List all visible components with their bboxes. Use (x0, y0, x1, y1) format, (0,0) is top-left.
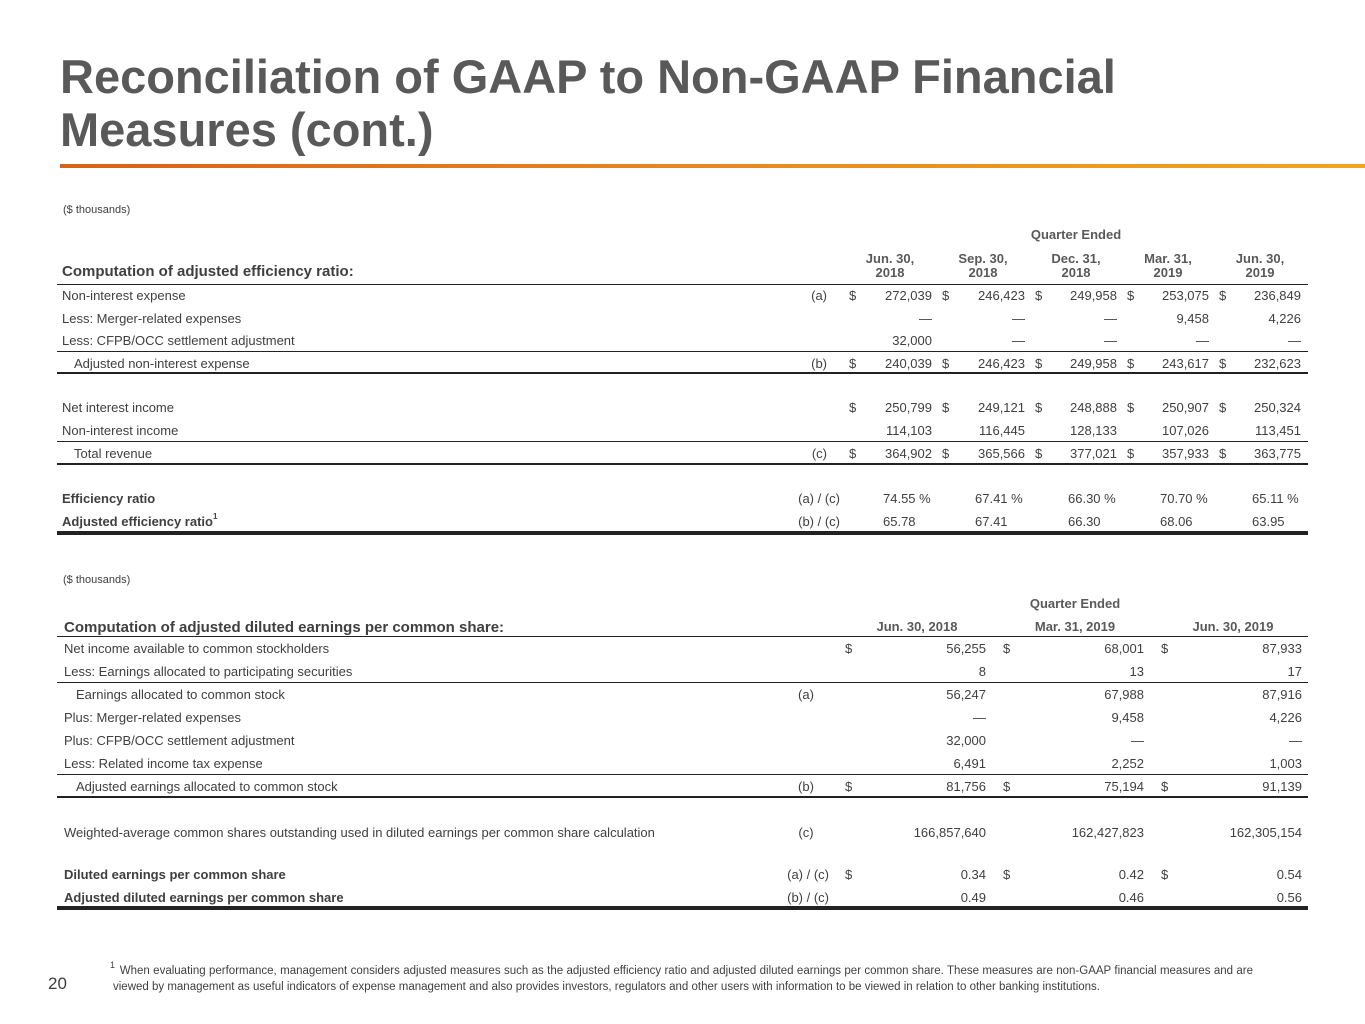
footnote-text: When evaluating performance, management considers adjusted measures such as the adjusted efficiency ratio and adjusted diluted earnings per common share. These measures are non-GAAP financial measures and are viewed by management as useful indicators of expense management and also provides investors, regulators and other users with information to be viewed in relation to other banking institutions. (113, 965, 1254, 993)
divider (57, 531, 1308, 535)
row-ref: (b) (811, 356, 827, 371)
table-cell: 17 (1287, 664, 1302, 679)
table-row (0, 706, 1365, 729)
page-number: 20 (48, 974, 67, 993)
table-cell: 9,458 (1176, 311, 1209, 326)
table-row (0, 442, 1365, 465)
row-label: Non-interest expense (62, 288, 186, 303)
table-cell: 32,000 (892, 333, 932, 348)
table-cell: 250,907 (1162, 400, 1209, 415)
table-row (0, 307, 1365, 330)
eps-col-header: Jun. 30, 2018 (876, 619, 958, 634)
currency-symbol: $ (845, 779, 853, 794)
currency-symbol: $ (1127, 288, 1135, 303)
row-label: Adjusted efficiency ratio$^1$ (62, 511, 218, 529)
table-cell: — (1288, 333, 1301, 348)
table-cell: 6,491 (953, 756, 986, 771)
table-cell: 65.78 (883, 514, 916, 529)
currency-symbol: $ (849, 356, 857, 371)
row-label: Net income available to common stockholders (64, 641, 330, 656)
table-cell: 70.70 % (1160, 491, 1208, 506)
currency-symbol: $ (845, 641, 853, 656)
row-label: Plus: Merger-related expenses (64, 710, 242, 725)
table-cell: 243,617 (1162, 356, 1209, 371)
table-row (0, 863, 1365, 886)
row-label: Less: CFPB/OCC settlement adjustment (62, 333, 295, 348)
table-cell: 0.56 (1276, 890, 1302, 905)
table-row (0, 396, 1365, 419)
efficiency-col-header: Jun. 30, 2019 (1235, 251, 1285, 280)
table-row (0, 729, 1365, 752)
footnote-marker: 1 (110, 960, 116, 970)
table-row (0, 487, 1365, 510)
table-cell: 13 (1129, 664, 1144, 679)
table-cell: 2,252 (1111, 756, 1144, 771)
currency-symbol: $ (845, 867, 853, 882)
row-ref: (a) / (c) (787, 867, 829, 882)
currency-symbol: $ (1035, 356, 1043, 371)
eps-section-title: Computation of adjusted diluted earnings per common share: (64, 619, 505, 636)
currency-symbol: $ (1035, 446, 1043, 461)
currency-symbol: $ (942, 400, 950, 415)
currency-symbol: $ (849, 288, 857, 303)
table-cell: — (1104, 333, 1117, 348)
table-cell: — (1012, 333, 1025, 348)
table-row (0, 510, 1365, 533)
currency-symbol: $ (1003, 867, 1011, 882)
footnote-marker: 1 (212, 511, 218, 521)
currency-symbol: $ (1127, 446, 1135, 461)
table-cell: 0.46 (1118, 890, 1144, 905)
table-cell: 249,121 (978, 400, 1025, 415)
table-cell: 65.11 % (1252, 491, 1299, 506)
table-cell: 66.30 % (1068, 491, 1116, 506)
currency-symbol: $ (1035, 400, 1043, 415)
table-cell: 91,139 (1262, 779, 1302, 794)
table-cell: — (1131, 733, 1144, 748)
table-cell: 67.41 % (975, 491, 1023, 506)
table-cell: 87,916 (1262, 687, 1302, 702)
efficiency-units-label: ($ thousands) (63, 204, 131, 216)
row-label: Less: Earnings allocated to participating securities (64, 664, 353, 679)
row-ref: (b) / (c) (798, 514, 840, 529)
currency-symbol: $ (849, 400, 857, 415)
currency-symbol: $ (1003, 641, 1011, 656)
row-ref: (a) (798, 687, 814, 702)
table-cell: 67.41 (975, 514, 1008, 529)
table-cell: — (973, 710, 986, 725)
currency-symbol: $ (942, 288, 950, 303)
currency-symbol: $ (1219, 288, 1227, 303)
table-cell: 8 (978, 664, 986, 679)
eps-col-header: Jun. 30, 2019 (1192, 619, 1274, 634)
row-ref: (a) / (c) (798, 491, 840, 506)
table-row (0, 419, 1365, 442)
table-cell: 4,226 (1268, 311, 1301, 326)
table-row (0, 752, 1365, 775)
row-label: Non-interest income (62, 423, 179, 438)
table-cell: 63.95 (1252, 514, 1285, 529)
table-cell: 232,623 (1254, 356, 1301, 371)
row-label: Net interest income (62, 400, 174, 415)
table-cell: 246,423 (978, 356, 1025, 371)
currency-symbol: $ (942, 446, 950, 461)
table-cell: 81,756 (946, 779, 986, 794)
currency-symbol: $ (1127, 356, 1135, 371)
table-cell: 68,001 (1104, 641, 1144, 656)
row-ref: (c) (798, 825, 814, 840)
table-row (0, 683, 1365, 706)
page-title: Reconciliation of GAAP to Non-GAAP Financial Measures (cont.) (60, 50, 1116, 156)
efficiency-section-title: Computation of adjusted efficiency ratio: (62, 263, 354, 280)
table-cell: 357,933 (1162, 446, 1209, 461)
table-cell: 32,000 (946, 733, 986, 748)
table-row (0, 637, 1365, 660)
table-cell: 0.42 (1118, 867, 1144, 882)
table-cell: 272,039 (885, 288, 932, 303)
efficiency-col-header: Mar. 31, 2019 (1144, 251, 1192, 280)
divider (57, 463, 1308, 465)
table-cell: 0.54 (1276, 867, 1302, 882)
table-cell: 87,933 (1262, 641, 1302, 656)
table-cell: — (919, 311, 932, 326)
row-label: Less: Merger-related expenses (62, 311, 242, 326)
table-cell: 114,103 (885, 423, 932, 438)
eps-col-header: Mar. 31, 2019 (1034, 619, 1116, 634)
currency-symbol: $ (1219, 400, 1227, 415)
row-label: Adjusted earnings allocated to common stock (76, 779, 338, 794)
efficiency-quarter-ended-header: Quarter Ended (1030, 227, 1122, 242)
efficiency-col-header: Sep. 30, 2018 (958, 251, 1008, 280)
table-cell: 1,003 (1269, 756, 1302, 771)
table-cell: 240,039 (885, 356, 932, 371)
table-cell: 236,849 (1254, 288, 1301, 303)
currency-symbol: $ (1219, 356, 1227, 371)
table-cell: 4,226 (1269, 710, 1302, 725)
currency-symbol: $ (1161, 779, 1169, 794)
table-row (0, 284, 1365, 307)
row-label: Adjusted diluted earnings per common share (64, 890, 344, 905)
table-row (0, 329, 1365, 352)
eps-units-label: ($ thousands) (63, 574, 131, 586)
table-cell: 74.55 % (883, 491, 931, 506)
currency-symbol: $ (1003, 779, 1011, 794)
currency-symbol: $ (1219, 446, 1227, 461)
table-cell: 107,026 (1162, 423, 1209, 438)
table-cell: 68.06 (1160, 514, 1193, 529)
table-cell: — (1196, 333, 1209, 348)
table-cell: — (1289, 733, 1302, 748)
currency-symbol: $ (1035, 288, 1043, 303)
table-cell: 9,458 (1111, 710, 1144, 725)
table-cell: 113,451 (1254, 423, 1301, 438)
row-label: Efficiency ratio (62, 491, 156, 506)
table-cell: — (1104, 311, 1117, 326)
currency-symbol: $ (942, 356, 950, 371)
efficiency-col-header: Dec. 31, 2018 (1051, 251, 1101, 280)
row-label: Plus: CFPB/OCC settlement adjustment (64, 733, 295, 748)
table-cell: 246,423 (978, 288, 1025, 303)
table-cell: 66.30 (1068, 514, 1101, 529)
currency-symbol: $ (849, 446, 857, 461)
table-row (0, 775, 1365, 798)
table-cell: 166,857,640 (913, 825, 986, 840)
table-cell: 364,902 (885, 446, 932, 461)
table-cell: 75,194 (1104, 779, 1144, 794)
eps-quarter-ended-header: Quarter Ended (1029, 596, 1121, 611)
table-cell: — (1012, 311, 1025, 326)
row-label: Diluted earnings per common share (64, 867, 286, 882)
efficiency-col-header: Jun. 30, 2018 (865, 251, 915, 280)
table-cell: 0.49 (960, 890, 986, 905)
table-cell: 162,305,154 (1229, 825, 1302, 840)
row-ref: (a) (811, 288, 827, 303)
table-cell: 248,888 (1070, 400, 1117, 415)
table-cell: 128,133 (1070, 423, 1117, 438)
divider (57, 796, 1308, 798)
table-cell: 0.34 (960, 867, 986, 882)
row-ref: (c) (811, 446, 827, 461)
table-cell: 56,247 (946, 687, 986, 702)
divider (57, 372, 1308, 374)
table-cell: 162,427,823 (1071, 825, 1144, 840)
table-cell: 249,958 (1070, 288, 1117, 303)
currency-symbol: $ (1161, 641, 1169, 656)
table-cell: 250,324 (1254, 400, 1301, 415)
row-label: Weighted-average common shares outstanding used in diluted earnings per common share calculation (64, 825, 655, 840)
divider (57, 906, 1308, 910)
row-label: Total revenue (74, 446, 153, 461)
row-ref: (b) (798, 779, 814, 794)
row-label: Earnings allocated to common stock (76, 687, 285, 702)
table-cell: 116,445 (978, 423, 1025, 438)
row-label: Less: Related income tax expense (64, 756, 263, 771)
table-cell: 377,021 (1070, 446, 1117, 461)
currency-symbol: $ (1161, 867, 1169, 882)
row-ref: (b) / (c) (787, 890, 829, 905)
table-cell: 363,775 (1254, 446, 1301, 461)
row-label: Adjusted non-interest expense (74, 356, 250, 371)
table-cell: 253,075 (1162, 288, 1209, 303)
table-cell: 250,799 (885, 400, 932, 415)
table-cell: 249,958 (1070, 356, 1117, 371)
table-row (0, 821, 1365, 844)
currency-symbol: $ (1127, 400, 1135, 415)
table-row (0, 660, 1365, 683)
table-cell: 67,988 (1104, 687, 1144, 702)
table-cell: 365,566 (978, 446, 1025, 461)
title-accent-rule (60, 164, 1365, 168)
table-cell: 56,255 (946, 641, 986, 656)
